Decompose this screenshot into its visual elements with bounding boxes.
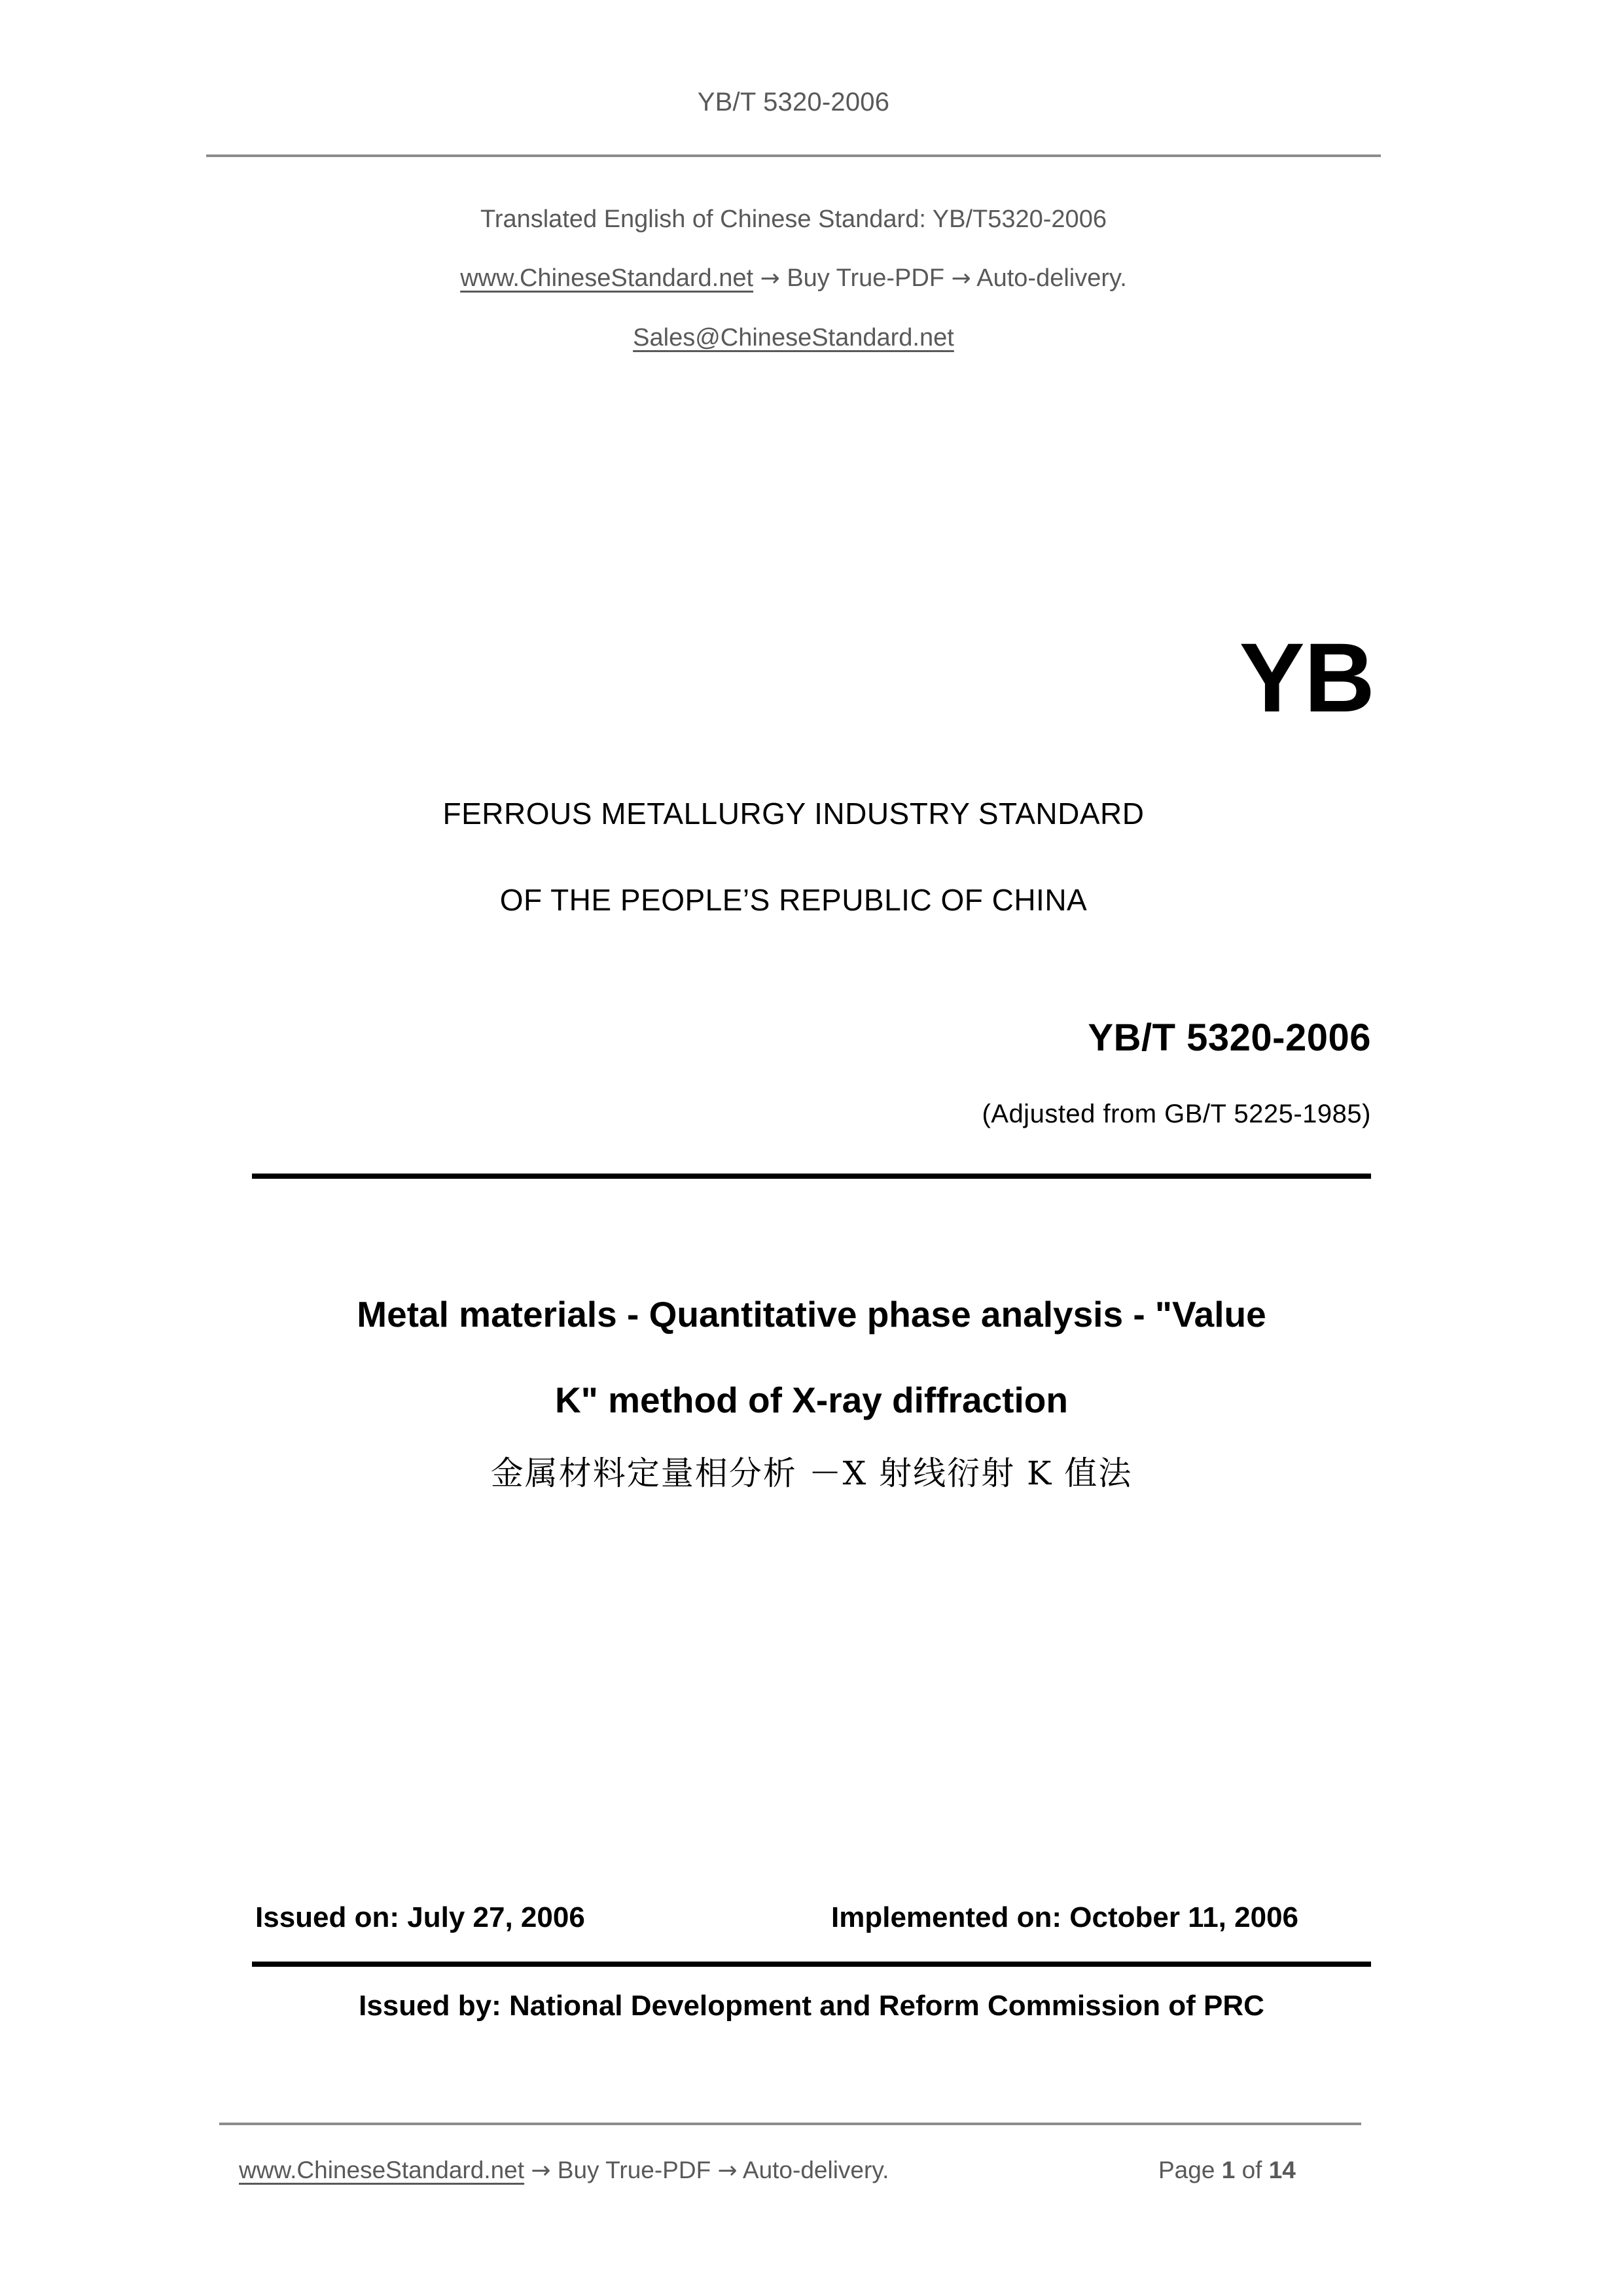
footer-chinesestandard-website-link[interactable]: www.ChineseStandard.net [239,2157,525,2183]
promo-email-line [206,308,1381,367]
page-total: 14 [1268,2157,1296,2183]
footer-divider [219,2123,1361,2125]
auto-delivery-label: Auto-delivery. [976,264,1127,292]
document-title-chinese: 金属材料定量相分析 －X 射线衍射 K 值法 [490,1454,1133,1492]
organization-line-2: OF THE PEOPLE’S REPUBLIC OF CHINA [499,883,1088,917]
document-title-line-1: Metal materials - Quantitative phase analysis - "Value [357,1294,1266,1335]
header-divider [206,154,1381,157]
promo-purchase-line [206,249,1381,308]
issue-divider [252,1962,1371,1967]
issued-on-date: Issued on: July 27, 2006 [255,1901,585,1933]
buy-true-pdf-label: Buy True-PDF [787,264,945,292]
page-indicator [1158,2157,1296,2184]
issued-by-authority: Issued by: National Development and Reform Commission of PRC [359,1990,1264,2022]
footer-promo-line [239,2157,889,2184]
standard-adjusted-from: (Adjusted from GB/T 5225-1985) [982,1100,1371,1128]
footer-arrow-right-icon-2: → [717,2157,738,2184]
page-of-label: of [1241,2157,1262,2183]
promo-block [206,190,1381,367]
document-title [223,1272,1400,1443]
sales-email-link[interactable]: Sales@ChineseStandard.net [633,324,954,351]
implemented-on-date: Implemented on: October 11, 2006 [831,1901,1299,1933]
title-top-divider [252,1174,1371,1179]
page-number: 1 [1221,2157,1236,2183]
document-title-line-2: K" method of X-ray diffraction [555,1380,1068,1420]
page-header-title: YB/T 5320-2006 [697,88,890,117]
chinesestandard-website-link[interactable]: www.ChineseStandard.net [460,264,754,292]
footer-auto-delivery-label: Auto-delivery. [742,2157,889,2183]
arrow-right-icon-2: → [951,265,971,292]
footer-arrow-right-icon: → [531,2157,551,2184]
arrow-right-icon: → [760,265,780,292]
organization-line-1: FERROUS METALLURGY INDUSTRY STANDARD [442,797,1145,831]
yb-logo: YB [1239,622,1374,732]
footer-buy-true-pdf-label: Buy True-PDF [557,2157,711,2183]
page-label: Page [1158,2157,1215,2183]
translated-standard-line: Translated English of Chinese Standard: YB/T5320-2006 [480,206,1107,233]
standard-number: YB/T 5320-2006 [1088,1016,1371,1059]
